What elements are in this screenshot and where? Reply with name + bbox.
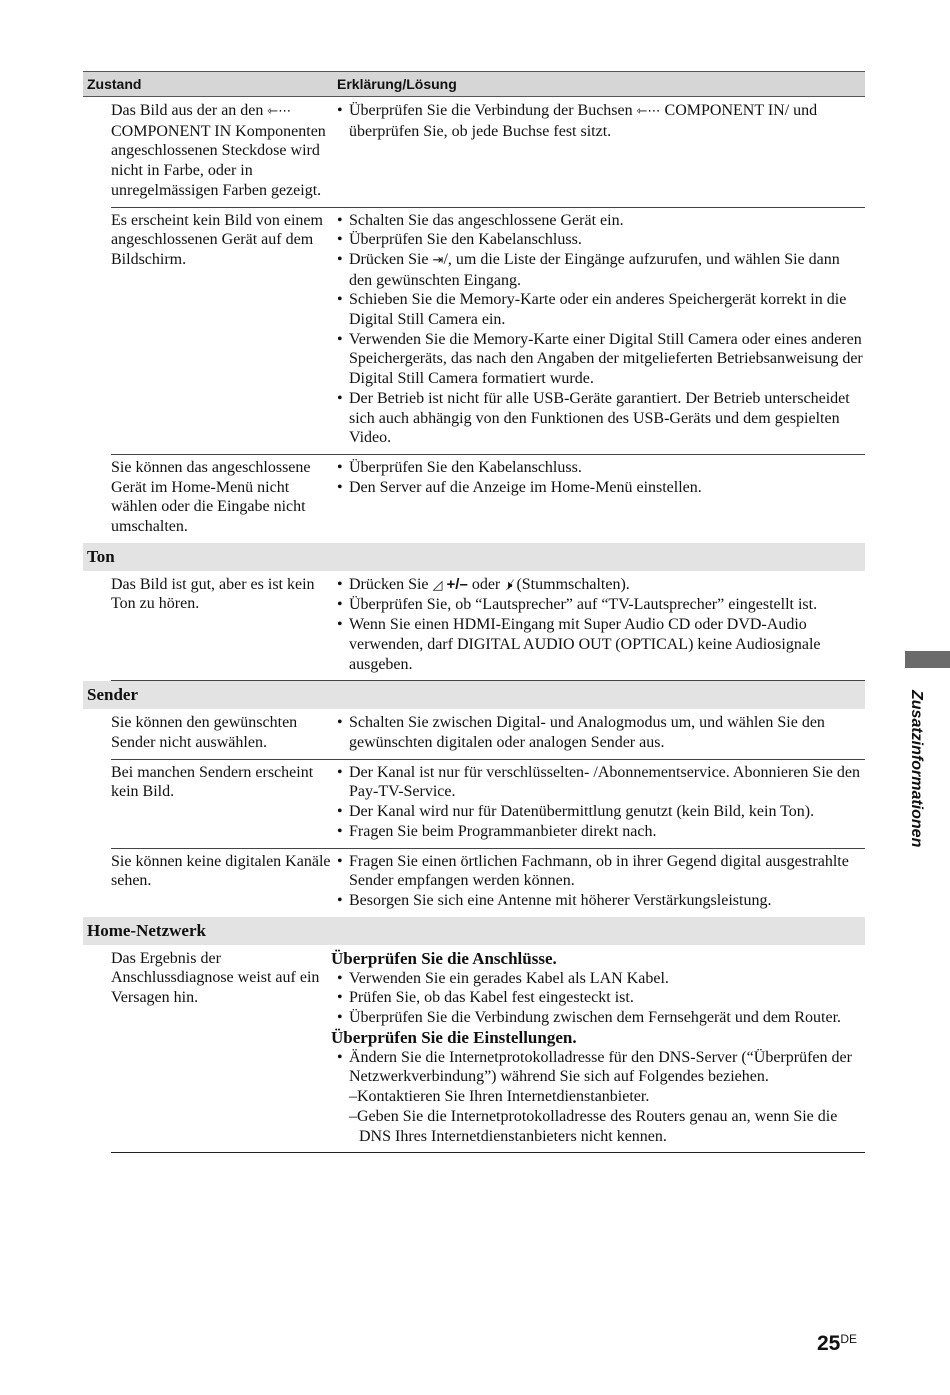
header-zustand: Zustand [87,76,142,92]
list-item: • Drücken Sie ⇥/, um die Liste der Eingänge aufzurufen, und wählen Sie dann den gewünschten Eingang. [337,250,865,290]
condition-cell: Das Bild ist gut, aber es ist kein Ton zu hören. [111,575,315,613]
solution-cell [337,458,865,537]
dash-item: –Kontaktieren Sie Ihren Internetdienstanbieter. [349,1088,650,1106]
solution-cell [337,713,865,752]
table-row [111,760,865,849]
list-item: • Schalten Sie das angeschlossene Gerät ein. [337,211,865,231]
subheading-einstellungen: Überprüfen Sie die Einstellungen. [331,1027,577,1047]
list-item: • Überprüfen Sie den Kabelanschluss. [337,458,865,478]
list-item: • Ändern Sie die Internetprotokolladresse für den DNS-Server (“Überprüfen der Netzwerkverbindung”) während Sie sich auf Folgendes beziehen. [337,1048,865,1087]
table-header [83,71,865,97]
list-item: • Wenn Sie einen HDMI-Eingang mit Super Audio CD oder DVD-Audio verwenden, darf DIGITAL AUDIO OUT (OPTICAL) keine Audiosignale ausgeben. [337,615,865,674]
table-row [111,97,865,208]
condition-cell: Sie können keine digitalen Kanäle sehen. [111,852,331,890]
list-item: • Prüfen Sie, ob das Kabel fest eingesteckt ist. [337,988,865,1008]
table-row [111,208,865,455]
condition-cell: Sie können den gewünschten Sender nicht auswählen. [111,714,298,751]
condition-cell: Das Bild aus der an den ⇽⋯ COMPONENT IN Komponenten angeschlossenen Steckdose wird nicht in Farbe, oder in unregelmässigen Farben gezeigt. [111,102,326,199]
table-row [111,709,865,759]
troubleshooting-table [83,71,865,1153]
header-loesung: Erklärung/Lösung [337,76,457,92]
solution-cell [337,852,865,911]
component-input-icon: ⇽⋯ [636,104,661,119]
table-row [111,455,865,543]
page-language: DE [840,1332,858,1346]
volume-icon: ◿ [432,577,443,593]
condition-cell: Bei manchen Sendern erscheint kein Bild. [111,763,314,801]
component-input-icon: ⇽⋯ [267,104,292,119]
section-tab-marker [905,651,950,668]
table-row [111,945,865,1154]
list-item: • Der Kanal wird nur für Datenübermittlung genutzt (kein Bild, kein Ton). [337,802,865,822]
page-number: 25DE [817,1332,858,1355]
section-tab-label: Zusatzinformationen [908,690,925,848]
section-heading-home-netzwerk: Home-Netzwerk [83,917,865,945]
condition-cell: Das Ergebnis der Anschlussdiagnose weist auf ein Versagen hin. [111,949,320,1007]
list-item: • Schalten Sie zwischen Digital- und Analogmodus um, und wählen Sie den gewünschten digitalen oder analogen Sender aus. [337,713,865,752]
list-item: • Überprüfen Sie die Verbindung der Buchsen ⇽⋯ COMPONENT IN/ und überprüfen Sie, ob jede Buchse fest sitzt. [337,101,865,141]
subheading-anschluesse: Überprüfen Sie die Anschlüsse. [331,948,557,968]
list-item: • Der Betrieb ist nicht für alle USB-Geräte garantiert. Der Betrieb unterscheidet sich auch abhängig von den Funktionen des USB-Geräts und dem gespielten Video. [337,389,865,448]
input-select-icon: ⇥ [432,252,444,268]
solution-cell [337,211,865,448]
table-row [111,571,865,682]
list-item: • Überprüfen Sie den Kabelanschluss. [337,230,865,250]
dash-item: –Geben Sie die Internetprotokolladresse des Routers genau an, wenn Sie die DNS Ihres Internetdienstanbieters nicht kennen. [349,1107,838,1145]
list-item: • Schieben Sie die Memory-Karte oder ein anderes Speichergerät korrekt in die Digital Still Camera ein. [337,290,865,329]
solution-cell [337,575,865,675]
list-item: • Der Kanal ist nur für verschlüsselten- /Abonnementservice. Abonnieren Sie den Pay-TV-Service. [337,763,865,802]
list-item: • Fragen Sie beim Programmanbieter direkt nach. [337,822,865,842]
list-item: • Den Server auf die Anzeige im Home-Menü einstellen. [337,478,865,498]
solution-cell [337,763,865,842]
mute-icon: 🕨̸ [504,577,513,593]
section-heading-ton: Ton [83,543,865,571]
list-item: • Fragen Sie einen örtlichen Fachmann, ob in ihrer Gegend digital ausgestrahlte Sender empfangen werden können. [337,852,865,891]
list-item: • Drücken Sie ◿ +/– oder 🕨̸ (Stummschalten). [337,575,865,596]
solution-cell [337,101,865,201]
solution-cell [331,948,865,1147]
list-item: • Überprüfen Sie die Verbindung zwischen dem Fernsehgerät und dem Router. [337,1008,865,1028]
list-item: • Überprüfen Sie, ob “Lautsprecher” auf “TV-Lautsprecher” eingestellt ist. [337,595,865,615]
list-item: • Verwenden Sie ein gerades Kabel als LAN Kabel. [337,969,865,989]
condition-cell: Sie können das angeschlossene Gerät im Home-Menü nicht wählen oder die Eingabe nicht umschalten. [111,458,311,536]
condition-cell: Es erscheint kein Bild von einem angeschlossenen Gerät auf dem Bildschirm. [111,211,323,268]
section-heading-sender: Sender [83,681,865,709]
list-item: • Verwenden Sie die Memory-Karte einer Digital Still Camera oder eines anderen Speichergeräts, das nach den Angaben der mitgelieferten Betriebsanweisung der Digital Still Camera formatiert wurde. [337,330,865,389]
table-row [111,849,865,917]
list-item: • Besorgen Sie sich eine Antenne mit höherer Verstärkungsleistung. [337,891,865,911]
